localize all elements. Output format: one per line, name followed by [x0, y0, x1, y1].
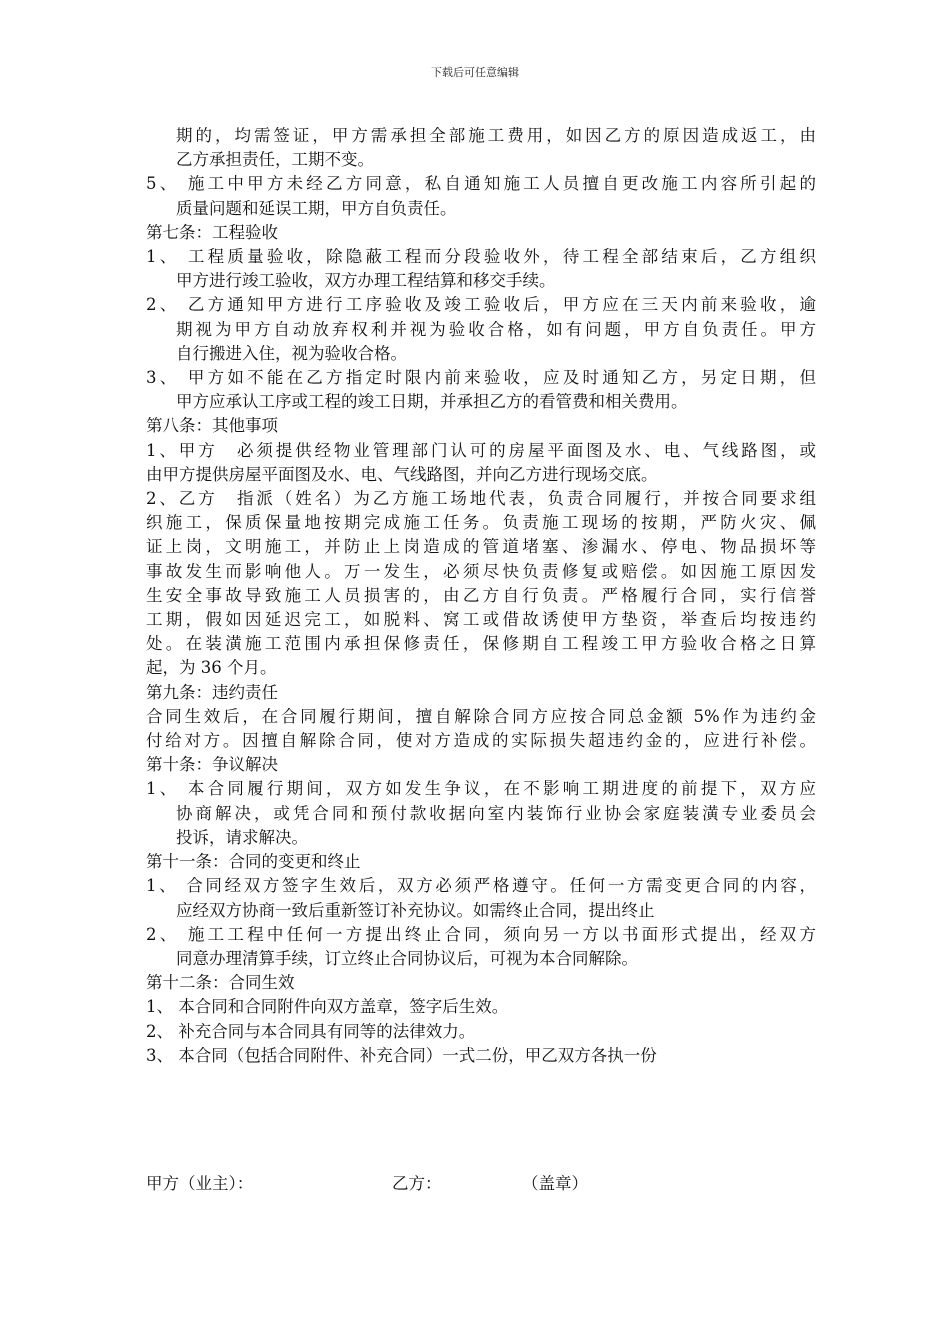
list-item: 2、乙方 指派（姓名）为乙方施工场地代表，负责合同履行，并按合同要求组 [146, 489, 816, 509]
list-item: 1、 合同经双方签字生效后，双方必须严格遵守。任何一方需变更合同的内容， [146, 876, 816, 896]
body-line: 生安全事故导致施工人员损害的，由乙方自行负责。严格履行合同，实行信誉 [146, 585, 816, 605]
body-line: 乙方承担责任，工期不变。 [176, 150, 374, 170]
party-a-label: 甲方（业主）： [146, 1174, 254, 1193]
body-line: 工期，假如因延迟完工，如脱料、窝工或借故诱使甲方垫资，举查后均按违约 [146, 610, 816, 630]
page-header: 下载后可任意编辑 [431, 66, 519, 79]
body-line: 付给对方。因擅自解除合同，使对方造成的实际损失超违约金的，应进行补偿。 [146, 731, 816, 751]
section-heading: 第九条：违约责任 [146, 682, 278, 702]
list-item: 1、 本合同履行期间，双方如发生争议，在不影响工期进度的前提下，双方应 [146, 779, 816, 799]
body-line: 投诉，请求解决。 [176, 827, 308, 847]
section-heading: 第十二条：合同生效 [146, 973, 295, 993]
body-line: 应经双方协商一致后重新签订补充协议。如需终止合同，提出终止 [176, 900, 655, 920]
body-line: 期视为甲方自动放弃权利并视为验收合格，如有问题，甲方自负责任。甲方 [176, 319, 816, 339]
list-item: 1、甲方 必须提供经物业管理部门认可的房屋平面图及水、电、气线路图，或 [146, 440, 816, 460]
seal-label: （盖章） [522, 1174, 588, 1193]
body-line: 同意办理清算手续，订立终止合同协议后，可视为本合同解除。 [176, 948, 638, 968]
section-heading: 第七条：工程验收 [146, 222, 278, 242]
section-heading: 第十一条：合同的变更和终止 [146, 852, 361, 872]
body-line: 自行搬进入住，视为验收合格。 [176, 343, 407, 363]
list-item: 2、 补充合同与本合同具有同等的法律效力。 [146, 1021, 476, 1041]
contract-body [146, 124, 816, 1068]
list-item: 3、 本合同（包括合同附件、补充合同）一式二份，甲乙双方各执一份 [146, 1045, 657, 1065]
body-line: 处。在装潢施工范围内承担保修责任，保修期自工程竣工甲方验收合格之日算 [146, 634, 816, 654]
list-item: 2、 乙方通知甲方进行工序验收及竣工验收后，甲方应在三天内前来验收，逾 [146, 295, 816, 315]
list-item: 1、 本合同和合同附件向双方盖章，签字后生效。 [146, 997, 509, 1017]
body-line: 甲方进行竣工验收，双方办理工程结算和移交手续。 [176, 271, 556, 291]
body-line: 合同生效后，在合同履行期间，擅自解除合同方应按合同总金额 5%作为违约金 [146, 706, 816, 726]
list-item: 1、 工程质量验收，除隐蔽工程而分段验收外，待工程全部结束后，乙方组织 [146, 247, 816, 267]
party-b-label: 乙方： [392, 1174, 442, 1193]
list-item: 5、 施工中甲方未经乙方同意，私自通知施工人员擅自更改施工内容所引起的 [146, 174, 816, 194]
section-heading: 第八条：其他事项 [146, 416, 278, 436]
list-item: 3、 甲方如不能在乙方指定时限内前来验收，应及时通知乙方，另定日期，但 [146, 368, 816, 388]
body-line: 由甲方提供房屋平面图及水、电、气线路图，并向乙方进行现场交底。 [146, 464, 658, 484]
body-line: 证上岗，文明施工，并防止上岗造成的管道堵塞、渗漏水、停电、物品损坏等 [146, 537, 816, 557]
body-line: 起，为 36 个月。 [146, 658, 277, 678]
body-line: 期的，均需签证，甲方需承担全部施工费用，如因乙方的原因造成返工，由 [176, 126, 816, 145]
body-line: 织施工，保质保量地按期完成施工任务。负责施工现场的按期，严防火灾、佩 [146, 513, 816, 533]
section-heading: 第十条：争议解决 [146, 755, 278, 775]
body-line: 甲方应承认工序或工程的竣工日期，并承担乙方的看管费和相关费用。 [176, 392, 688, 412]
signature-block [146, 1170, 846, 1196]
body-line: 质量问题和延误工期，甲方自负责任。 [176, 198, 457, 218]
body-line: 事故发生而影响他人。万一发生，必须尽快负责修复或赔偿。如因施工原因发 [146, 561, 816, 581]
body-line: 协商解决，或凭合同和预付款收据向室内装饰行业协会家庭装潢专业委员会 [176, 803, 816, 823]
list-item: 2、 施工工程中任何一方提出终止合同，须向另一方以书面形式提出，经双方 [146, 924, 816, 944]
